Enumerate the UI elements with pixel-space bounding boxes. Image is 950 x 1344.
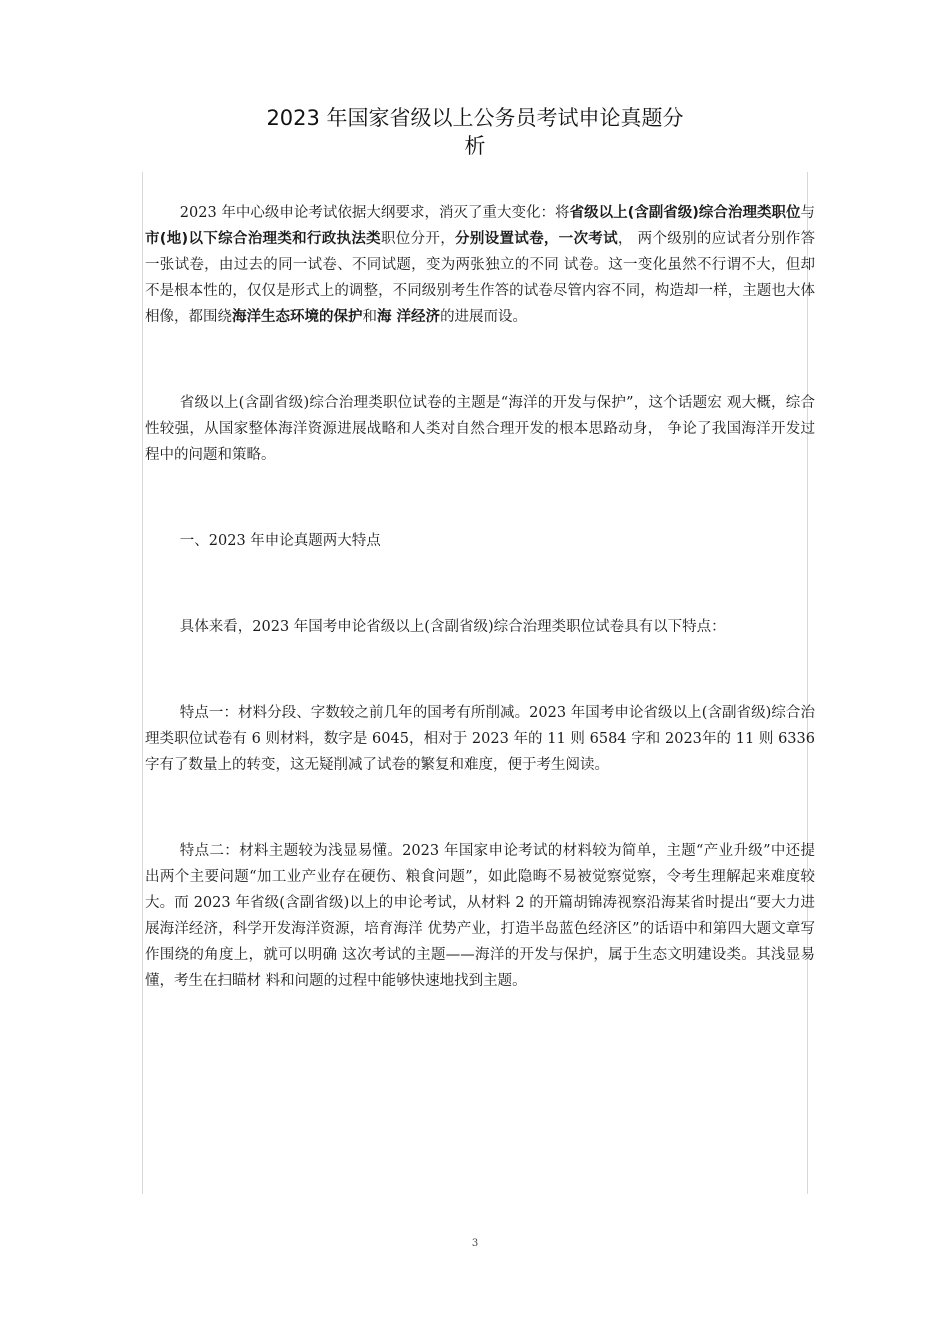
paragraph-feature-2: 特点二：材料主题较为浅显易懂。2023 年国家申论考试的材料较为简单，主题“产业升级”中还提出两个主要问题“加工业产业存在硬伤、粮食问题”，如此隐晦不易被觉察觉察，令考生理解起来难度较大。而 2023 年省级(含副省级)以上的申论考试，从材料 2 的开篇胡锦涛视察沿海某省时提出“要大力进展海洋经济，科学开发海洋资源，培育海洋 优势产业，打造半岛蓝色经济区”的话语中和第四大题文章写作围绕的角度上，就可以明确 这次考试的主题——海洋的开发与保护，属于生态文明建设类。其浅显易懂，考生在扫瞄材 料和问题的过程中能够快速地找到主题。 xyxy=(145,843,815,989)
paragraph-feature-1: 特点一：材料分段、字数较之前几年的国考有所削减。2023 年国考申论省级以上(含副省级)综合治理类职位试卷有 6 则材料，数字是 6045，相对于 2023 年的 11 则 6584 字和 2023年的 11 则 6336 字有了数量上的转变，这无疑削减了试卷的繁复和难度，便于考生阅读。 xyxy=(145,705,815,773)
section-heading: 一、2023 年申论真题两大特点 xyxy=(179,533,381,549)
page-number: 3 xyxy=(471,1238,479,1249)
paragraph-intro: 2023 年中心级申论考试依据大纲要求，消灭了重大变化：将省级以上(含副省级)综合治理类职位与市(地)以下综合治理类和行政执法类职位分开，分别设置试卷，一次考试， 两个级别的应试者分别作答一张试卷，由过去的同一试卷、不同试题，变为两张独立的不同 试卷。这一变化虽然不行谓不大，但却不是根本性的，仅仅是形式上的调整，不同级别考生作答的试卷尽管内容不同，构造却一样，主题也大体相像，都围绕海洋生态环境的保护和海 洋经济的进展而设。 xyxy=(145,205,816,325)
paragraph-theme: 省级以上(含副省级)综合治理类职位试卷的主题是“海洋的开发与保护”，这个话题宏 观大概，综合性较强，从国家整体海洋资源进展战略和人类对自然合理开发的根本思路动身， 争论了我国海洋开发过程中的问题和策略。 xyxy=(145,395,815,463)
document-body xyxy=(145,200,815,994)
page-title xyxy=(0,104,950,160)
paragraph-overview: 具体来看，2023 年国考申论省级以上(含副省级)综合治理类职位试卷具有以下特点： xyxy=(179,619,726,635)
title-line-2: 析 xyxy=(464,134,486,158)
title-line-1: 2023 年国家省级以上公务员考试申论真题分 xyxy=(266,106,684,130)
